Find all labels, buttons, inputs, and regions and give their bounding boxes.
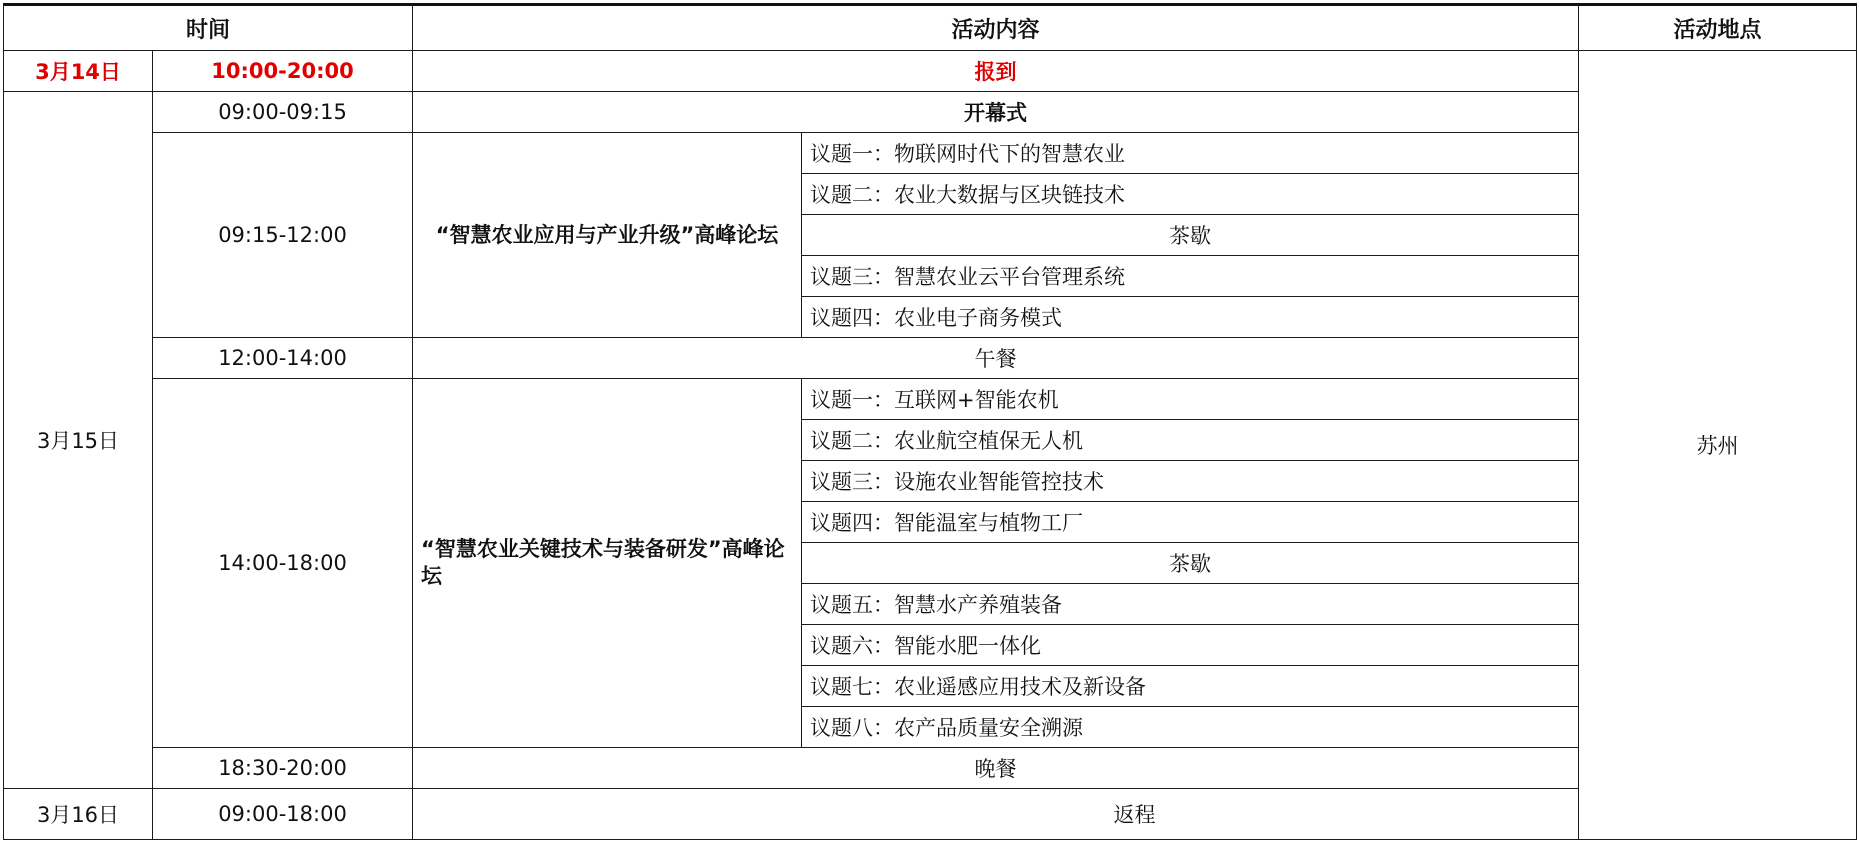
day3-activity: 返程 [413,789,1857,840]
forum2-tea-break: 茶歇 [802,543,1579,584]
opening-time: 09:00-09:15 [153,92,413,133]
lunch-activity: 午餐 [413,338,1579,379]
forum2-topic: 议题三：设施农业智能管控技术 [802,461,1579,502]
dinner-time: 18:30-20:00 [153,748,413,789]
header-row [4,5,1857,51]
forum1-topic: 议题一：物联网时代下的智慧农业 [802,133,1579,174]
forum2-time: 14:00-18:00 [153,379,413,748]
lunch-time: 12:00-14:00 [153,338,413,379]
day1-date: 3月14日 [4,51,153,92]
day1-time: 10:00-20:00 [153,51,413,92]
forum1-topic: 议题四：农业电子商务模式 [802,297,1579,338]
day3-time: 09:00-18:00 [153,789,413,840]
forum1-topic: 议题三：智慧农业云平台管理系统 [802,256,1579,297]
forum2-title: “智慧农业关键技术与装备研发”高峰论坛 [413,379,802,748]
day2-date: 3月15日 [4,92,153,789]
forum2-topic: 议题一：互联网+智能农机 [802,379,1579,420]
forum2-topic: 议题五：智慧水产养殖装备 [802,584,1579,625]
header-content: 活动内容 [413,5,1579,51]
forum2-topic: 议题六：智能水肥一体化 [802,625,1579,666]
schedule-table [3,3,1857,840]
forum1-time: 09:15-12:00 [153,133,413,338]
header-time: 时间 [4,5,413,51]
forum1-tea-break: 茶歇 [802,215,1579,256]
dinner-activity: 晚餐 [413,748,1579,789]
day3-date: 3月16日 [4,789,153,840]
forum2-topic: 议题七：农业遥感应用技术及新设备 [802,666,1579,707]
opening-activity: 开幕式 [413,92,1579,133]
forum2-topic: 议题四：智能温室与植物工厂 [802,502,1579,543]
table-row [4,789,1857,840]
table-row [4,51,1857,92]
forum2-topic: 议题八：农产品质量安全溯源 [802,707,1579,748]
forum1-title: “智慧农业应用与产业升级”高峰论坛 [413,133,802,338]
header-location: 活动地点 [1579,5,1857,51]
forum1-topic: 议题二：农业大数据与区块链技术 [802,174,1579,215]
day1-activity: 报到 [413,51,1579,92]
location-cell: 苏州 [1579,51,1857,840]
forum2-topic: 议题二：农业航空植保无人机 [802,420,1579,461]
